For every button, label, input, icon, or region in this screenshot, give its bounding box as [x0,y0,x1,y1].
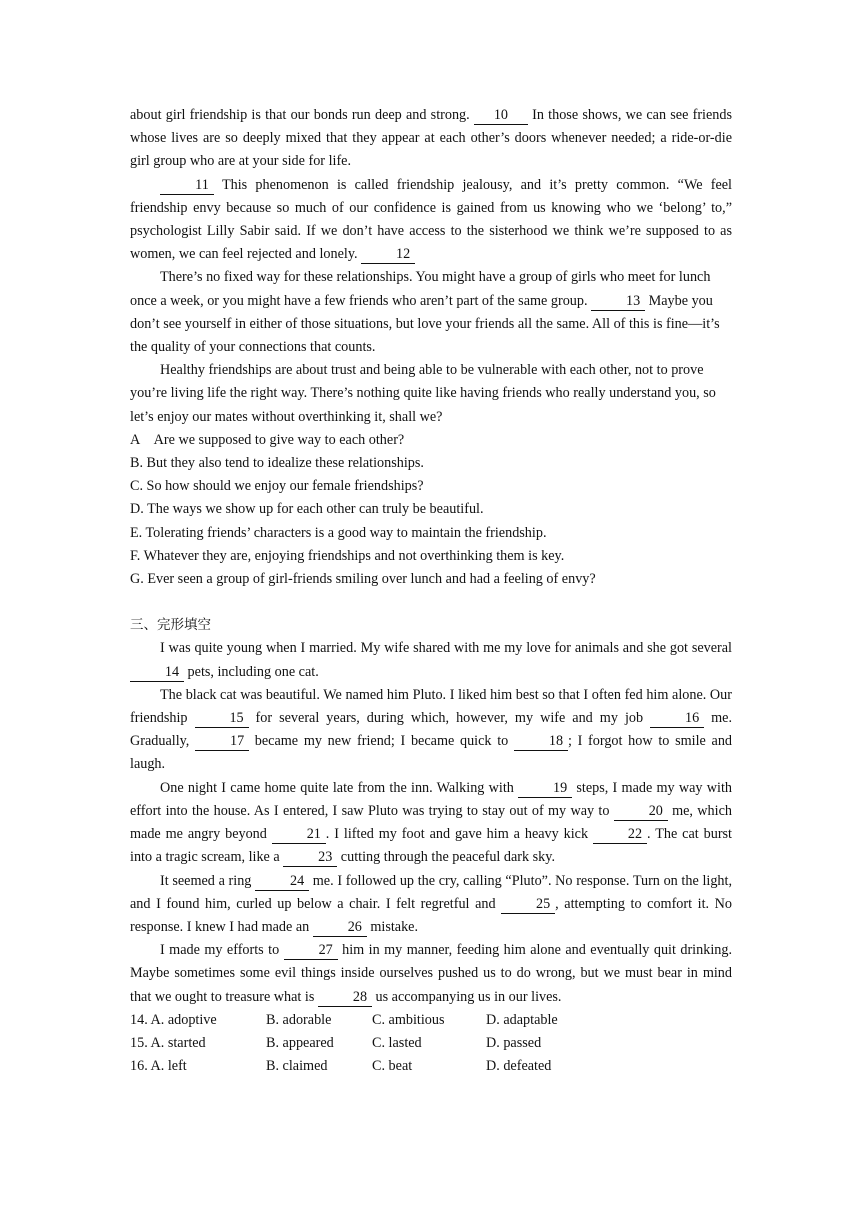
blank-19[interactable]: 19 [518,780,572,798]
text-span: Maybe you don’t see yourself in either of those situations, but love your friends all the same. All of this is fine—it’s the quality of your connections that counts. [130,292,720,356]
passage-paragraph-1 [130,104,732,174]
text-span: became my new friend; I became quick to [249,733,514,750]
choice-d[interactable]: D. adaptable [486,1011,558,1028]
passage-paragraph-3 [130,266,732,359]
blank-20[interactable]: 20 [614,803,668,821]
option-e: E. Tolerating friends’ characters is a good way to maintain the friendship. [130,524,547,541]
text-span: for several years, during which, however, my wife and my job [248,710,651,727]
blank-15[interactable]: 15 [195,710,249,728]
text-span: . I lifted my foot and gave him a heavy kick [325,826,593,843]
choice-c[interactable]: C. ambitious [372,1011,445,1028]
cloze-paragraph-3 [130,777,732,870]
option-b: B. But they also tend to idealize these relationships. [130,455,424,472]
text-span: me, which made me angry beyond [130,802,732,843]
choice-d[interactable]: D. defeated [486,1058,552,1075]
text-span: ; I forgot how to smile and laugh. [130,733,733,773]
choice-a[interactable]: 15. A. started [130,1034,206,1051]
choice-c[interactable]: C. lasted [372,1034,422,1051]
question-14 [130,1009,732,1032]
passage-paragraph-4: Healthy friendships are about trust and being able to be vulnerable with each other, not to prove you’re living life the right way. There’s nothing quite like having friends who really understand you, so let’s enjoy our mates without overthinking it, shall we? [130,362,716,425]
text-span: him in my manner, feeding him alone and eventually quit drinking. Maybe sometimes some evil things inside ourselves pushed us to do wrong, but we must bear in mind that we ought to treasure what is [130,942,732,1005]
seven-choice-options [130,429,732,591]
blank-26[interactable]: 26 [313,919,367,937]
text-span: pets, including one cat. [184,663,319,680]
text-span: The black cat was beautiful. We named him Pluto. I liked him best so that I often fed him alone. Our friendship [130,686,732,727]
text-span: I made my efforts to [160,942,284,959]
choice-a[interactable]: 14. A. adoptive [130,1011,217,1028]
document-page [130,104,732,1078]
choice-b[interactable]: B. appeared [266,1034,334,1051]
question-15 [130,1032,732,1055]
blank-27[interactable]: 27 [284,942,338,960]
question-16 [130,1055,732,1078]
text-span: me. Gradually, [130,710,732,750]
blank-16[interactable]: 16 [650,710,704,728]
text-span: me. I followed up the cry, calling “Pluto”. No response. Turn on the light, and I found him, curled up below a chair. I felt regretful and [130,872,733,912]
text-span: There’s no fixed way for these relationships. You might have a group of girls who meet for lunch once a week, or you might have a few friends who aren’t part of the same group. [130,269,711,309]
blank-23[interactable]: 23 [283,849,337,867]
text-span: us accompanying us in our lives. [371,988,562,1005]
cloze-paragraph-5 [130,939,732,1009]
choice-a[interactable]: 16. A. left [130,1058,187,1075]
text-span: This phenomenon is called friendship jealousy, and it’s pretty common. “We feel friendship envy because so much of our confidence is gained from us knowing who we ‘belong’ to,” psychologist Lilly Sabir said. If we don’t have access to the sisterhood we think we’re supposed to as women, we can feel rejected and lonely. [130,176,732,263]
blank-14[interactable]: 14 [130,664,184,682]
text-span: steps, I made my way with effort into the house. As I entered, I saw Pluto was trying to stay out of my way to [130,779,732,819]
text-span: It seemed a ring [160,872,256,889]
blank-22[interactable]: 22 [593,826,647,844]
passage-paragraph-2 [130,174,732,267]
text-span: One night I came home quite late from the inn. Walking with [160,779,519,796]
choice-b[interactable]: B. claimed [266,1058,328,1075]
option-d: D. The ways we show up for each other can truly be beautiful. [130,501,484,518]
blank-28[interactable]: 28 [318,989,372,1007]
cloze-paragraph-2 [130,684,732,777]
blank-11[interactable]: 11 [160,177,214,195]
text-span: . The cat burst into a tragic scream, like a [130,826,733,866]
section-title: 三、完形填空 [130,617,211,634]
option-c: C. So how should we enjoy our female friendships? [130,478,424,495]
blank-10[interactable]: 10 [474,107,528,125]
text-span: mistake. [366,918,419,935]
cloze-paragraph-1 [130,637,732,683]
blank-18[interactable]: 18 [514,733,568,751]
option-f: F. Whatever they are, enjoying friendships and not overthinking them is key. [130,547,565,564]
cloze-paragraph-4 [130,870,732,940]
blank-13[interactable]: 13 [591,293,645,311]
text-span: , attempting to comfort it. No response. I knew I had made an [130,895,732,935]
blank-24[interactable]: 24 [255,873,309,891]
text-span: about girl friendship is that our bonds run deep and strong. [130,107,474,123]
blank-12[interactable]: 12 [361,246,415,264]
blank-21[interactable]: 21 [272,826,326,844]
text-span: I was quite young when I married. My wife shared with me my love for animals and she got several [160,640,732,657]
option-a: A Are we supposed to give way to each other? [130,431,405,448]
blank-25[interactable]: 25 [501,896,555,914]
option-g: G. Ever seen a group of girl-friends smiling over lunch and had a feeling of envy? [130,571,596,588]
blank-17[interactable]: 17 [195,733,249,751]
text-span: In those shows, we can see friends whose lives are so deeply mixed that they appear at each other’s doors whenever needed; a ride-or-die girl group who are at your side for life. [130,107,732,170]
choice-d[interactable]: D. passed [486,1034,542,1051]
cloze-questions [130,1009,732,1079]
choice-b[interactable]: B. adorable [266,1011,332,1028]
choice-c[interactable]: C. beat [372,1058,413,1075]
text-span: cutting through the peaceful dark sky. [337,849,555,866]
